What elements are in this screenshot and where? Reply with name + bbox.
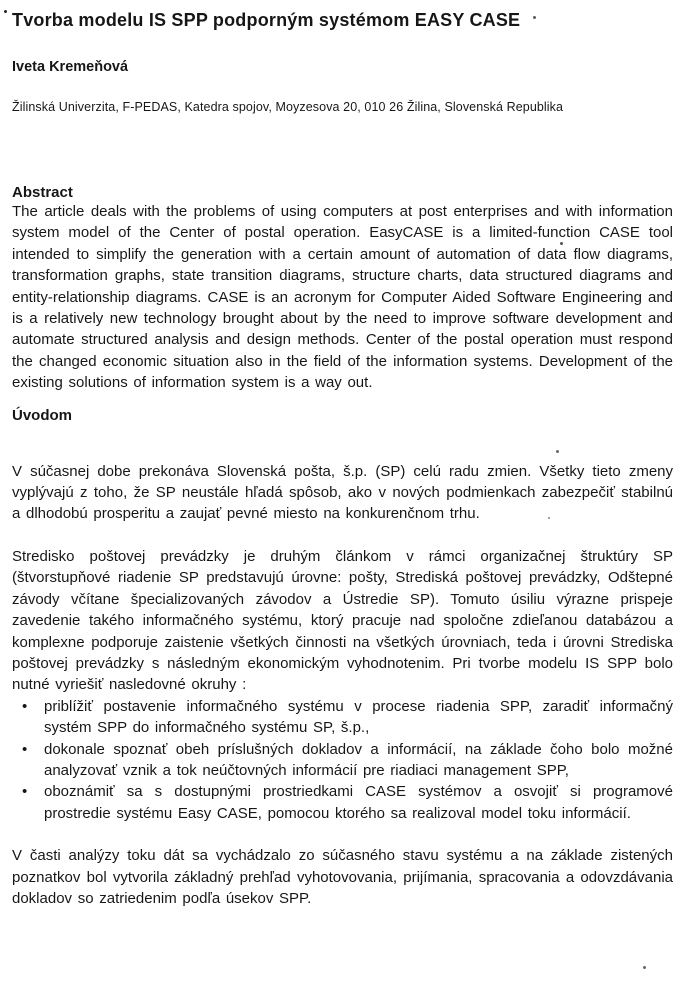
section-heading-abstract: Abstract	[12, 184, 73, 201]
list-item	[16, 739, 673, 782]
section-heading-uvodom: Úvodom	[12, 406, 72, 424]
closing-paragraph: V časti analýzy toku dát sa vychádzalo zo súčasného stavu systému a na základe zistených poznatkov bol vytvorila základný prehľad vyhotovovania, prijímania, spracovania a odovzdávania dokladov so zatriedenim podľa úsekov SPP.	[12, 847, 673, 907]
intro-paragraph-2: Stredisko poštovej prevádzky je druhým článkom v rámci organizačnej štruktúry SP (štvorstupňové riadenie SP predstavujú úrovne: pošty, Strediská poštovej prevádzky, Odštepné závody včítane špecializovaných závodov a Ústredie SP). Tomuto úsiliu výrazne prispeje zavedenie takého informačného systému, ktorý pracuje nad spoločne zdieľanou databázou a komplexne podporuje zaistenie všetkých činnosti na všetkých úrovniach, teda i úrovni Strediska poštovej prevádzky s následným ekonomickým vyhodnotenim. Pri tvorbe modelu IS SPP bolo nutné vyriešiť nasledovné okruhy :	[12, 547, 673, 694]
list-item	[16, 781, 673, 824]
scan-speck	[533, 16, 536, 19]
scan-speck	[556, 450, 559, 453]
author-affiliation: Žilinská Univerzita, F-PEDAS, Katedra spojov, Moyzesova 20, 010 26 Žilina, Slovenská Republika	[12, 100, 564, 114]
scan-speck	[643, 966, 646, 969]
page-title: Tvorba modelu IS SPP podporným systémom EASY CASE	[12, 10, 521, 30]
bullet-icon: •	[22, 783, 28, 801]
scan-speck	[548, 517, 550, 519]
scan-speck	[560, 242, 563, 245]
list-item-text: oboznámiť sa s dostupnými prostriedkami CASE systémov a osvojiť si programové prostredie systému Easy CASE, pomocou ktorého sa realizoval model toku informácií.	[44, 783, 673, 822]
bullet-list	[10, 696, 673, 824]
bullet-icon: •	[22, 697, 28, 715]
intro-paragraph-1: V súčasnej dobe prekonáva Slovenská pošta, š.p. (SP) celú radu zmien. Všetky tieto zmeny vyplývajú z toho, že SP neustále hľadá spôsob, ako v nových podmienkach zabezpečiť stabilnú a dlhodobú prosperitu a zaujať pevné miesto na konkurenčnom trhu.	[12, 462, 673, 523]
list-item-text: dokonale spoznať obeh príslušných dokladov a informácií, na základe čoho bolo možné analyzovať vznik a tok neúčtovných informácií pre riadiaci management SPP,	[44, 740, 673, 779]
bullet-icon: •	[22, 740, 28, 758]
author-name: Iveta Kremeňová	[12, 59, 129, 75]
abstract-paragraph: The article deals with the problems of using computers at post enterprises and with information system model of the Center of postal operation. EasyCASE is a limited-function CASE tool intended to simplify the generation with a certain amount of automation of data flow diagrams, transformation graphs, state transition diagrams, structure charts, data structured diagrams and entity-relationship diagrams. CASE is an acronym for Computer Aided Software Engineering and is a relatively new technology brought about by the need to improve software development and automate structured analysis and design methods. Center of the postal operation must respond the changed economic situation also in the field of the information systems. Development of the existing solutions of information system is a way out.	[12, 203, 673, 392]
list-item	[16, 696, 673, 739]
scan-speck	[4, 10, 7, 13]
list-item-text: priblížiť postavenie informačného systému v procese riadenia SPP, zaradiť informačný systém SPP do informačného systému SP, š.p.,	[44, 697, 673, 737]
